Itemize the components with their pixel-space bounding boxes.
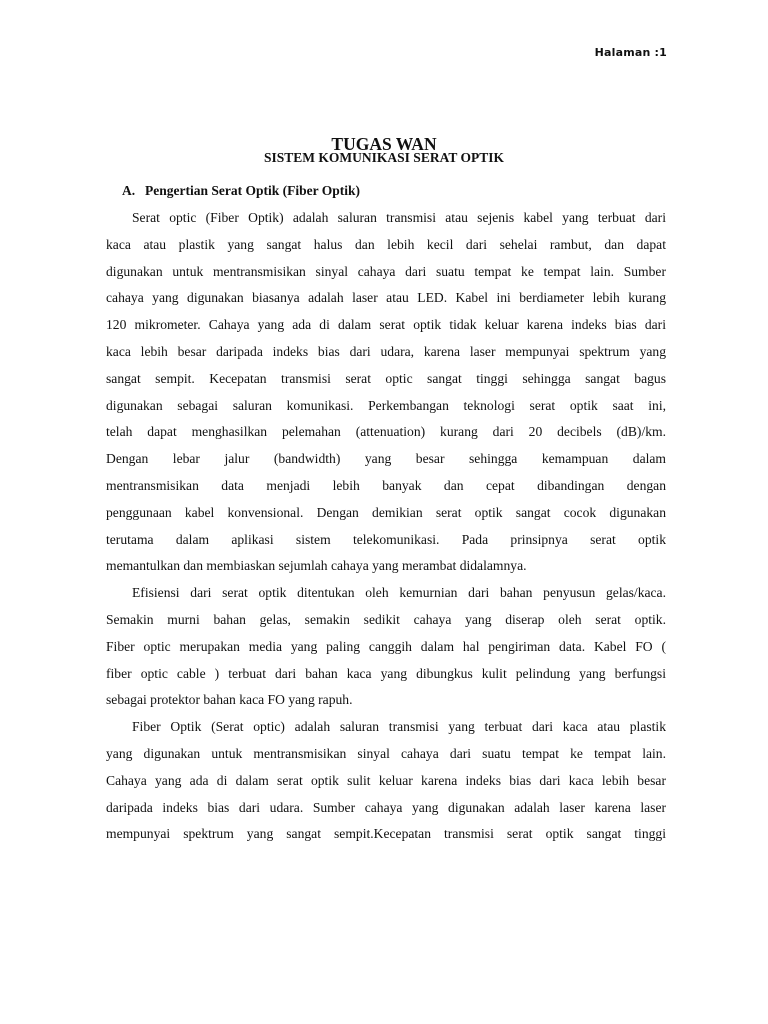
text-line: daripada indeks bias dari udara. Sumber cahaya yang digunakan adalah laser karena laser [106, 799, 666, 815]
text-line: memantulkan dan membiaskan sejumlah cahaya yang merambat didalamnya. [106, 558, 527, 574]
document-subtitle: SISTEM KOMUNIKASI SERAT OPTIK [264, 150, 504, 165]
text-line: yang digunakan untuk mentransmisikan sinyal cahaya dari suatu tempat ke tempat lain. [106, 745, 666, 761]
section-title: Pengertian Serat Optik (Fiber Optik) [145, 183, 360, 198]
text-line: Efisiensi dari serat optik ditentukan oleh kemurnian dari bahan penyusun gelas/kaca. [132, 585, 666, 601]
text-line: Fiber Optik (Serat optic) adalah saluran transmisi yang terbuat dari kaca atau plastik [132, 719, 666, 735]
text-line: 120 mikrometer. Cahaya yang ada di dalam serat optik tidak keluar karena indeks bias dari [106, 317, 666, 333]
text-line: mempunyai spektrum yang sangat sempit.Kecepatan transmisi serat optik sangat tinggi [106, 826, 666, 842]
text-line: sebagai protektor bahan kaca FO yang rapuh. [106, 692, 353, 708]
document-title: TUGAS WAN [331, 134, 437, 154]
text-line: Dengan lebar jalur (bandwidth) yang besar sehingga kemampuan dalam [106, 451, 666, 467]
text-line: penggunaan kabel konvensional. Dengan demikian serat optik sangat cocok digunakan [106, 504, 666, 520]
text-line: sangat sempit. Kecepatan transmisi serat optic sangat tinggi sehingga sangat bagus [106, 370, 666, 386]
text-line: fiber optic cable ) terbuat dari bahan kaca yang dibungkus kulit pelindung yang berfungsi [106, 665, 666, 681]
section-number: A. [122, 183, 136, 198]
page-number: Halaman :1 [594, 46, 667, 59]
section-heading [122, 183, 360, 199]
text-line: digunakan sebagai saluran komunikasi. Perkembangan teknologi serat optik saat ini, [106, 397, 666, 413]
text-line: kaca lebih besar daripada indeks bias dari udara, karena laser mempunyai spektrum yang [106, 343, 666, 359]
text-line: digunakan untuk mentransmisikan sinyal cahaya dari suatu tempat ke tempat lain. Sumber [106, 263, 666, 279]
text-line: Serat optic (Fiber Optik) adalah saluran transmisi atau sejenis kabel yang terbuat dari [132, 210, 666, 225]
text-line: terutama dalam aplikasi sistem telekomunikasi. Pada prinsipnya serat optik [106, 531, 666, 547]
text-line: Fiber optic merupakan media yang paling canggih dalam hal pengiriman data. Kabel FO ( [106, 638, 666, 654]
body-text [106, 205, 666, 848]
text-line: cahaya yang digunakan biasanya adalah laser atau LED. Kabel ini berdiameter lebih kurang [106, 290, 666, 306]
text-line: Cahaya yang ada di dalam serat optik sulit keluar karena indeks bias dari kaca lebih besar [106, 772, 666, 788]
text-line: kaca atau plastik yang sangat halus dan lebih kecil dari sehelai rambut, dan dapat [106, 236, 666, 252]
text-line: telah dapat menghasilkan pelemahan (attenuation) kurang dari 20 decibels (dB)/km. [106, 424, 666, 440]
text-line: mentransmisikan data menjadi lebih banyak dan cepat dibandingan dengan [106, 477, 666, 493]
text-line: Semakin murni bahan gelas, semakin sedikit cahaya yang diserap oleh serat optik. [106, 611, 666, 627]
